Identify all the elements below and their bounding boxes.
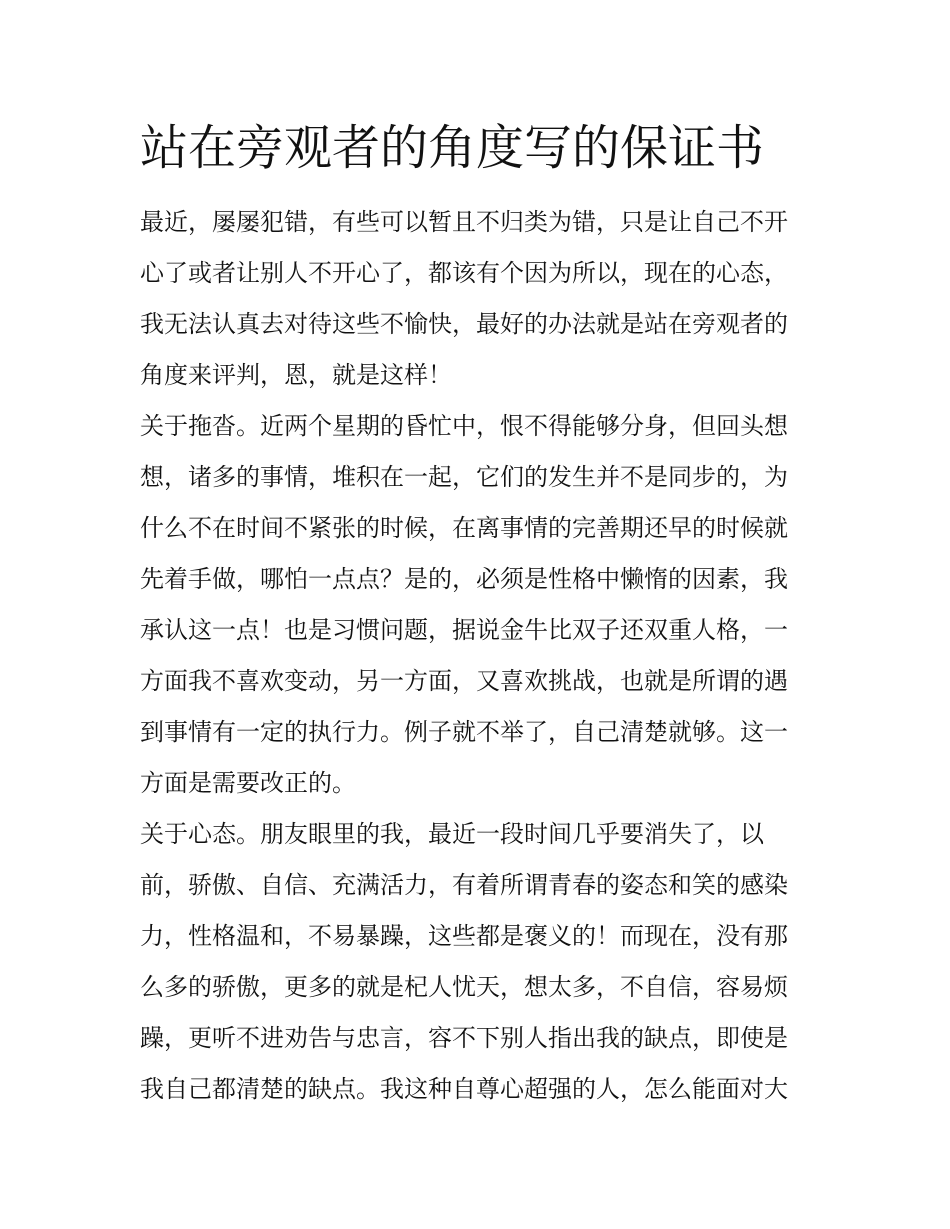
body-line: 么多的骄傲，更多的就是杞人忧天，想太多，不自信，容易烦: [140, 973, 788, 1001]
body-line: 方面是需要改正的。: [140, 769, 356, 797]
body-line: 什么不在时间不紧张的时候，在离事情的完善期还早的时候就: [140, 514, 788, 542]
body-line: 到事情有一定的执行力。例子就不举了，自己清楚就够。这一: [140, 718, 788, 746]
body-line: 关于心态。朋友眼里的我，最近一段时间几乎要消失了，以: [140, 820, 764, 848]
body-line: 承认这一点！也是习惯问题，据说金牛比双子还双重人格，一: [140, 616, 788, 644]
document-title: 站在旁观者的角度写的保证书: [140, 120, 765, 176]
body-line: 前，骄傲、自信、充满活力，有着所谓青春的姿态和笑的感染: [140, 871, 788, 899]
body-line: 角度来评判，恩，就是这样！: [140, 361, 452, 389]
body-line: 最近，屡屡犯错，有些可以暂且不归类为错，只是让自己不开: [140, 208, 788, 236]
body-line: 躁，更听不进劝告与忠言，容不下别人指出我的缺点，即使是: [140, 1024, 788, 1052]
body-line: 我无法认真去对待这些不愉快，最好的办法就是站在旁观者的: [140, 310, 788, 338]
body-line: 方面我不喜欢变动，另一方面，又喜欢挑战，也就是所谓的遇: [140, 667, 788, 695]
body-line: 想，诸多的事情，堆积在一起，它们的发生并不是同步的，为: [140, 463, 788, 491]
body-line: 心了或者让别人不开心了，都该有个因为所以，现在的心态，: [140, 259, 788, 287]
body-line: 我自己都清楚的缺点。我这种自尊心超强的人，怎么能面对大: [140, 1075, 788, 1103]
body-line: 力，性格温和，不易暴躁，这些都是褒义的！而现在，没有那: [140, 922, 788, 950]
body-line: 关于拖沓。近两个星期的昏忙中，恨不得能够分身，但回头想: [140, 412, 788, 440]
body-line: 先着手做，哪怕一点点？是的，必须是性格中懒惰的因素，我: [140, 565, 788, 593]
